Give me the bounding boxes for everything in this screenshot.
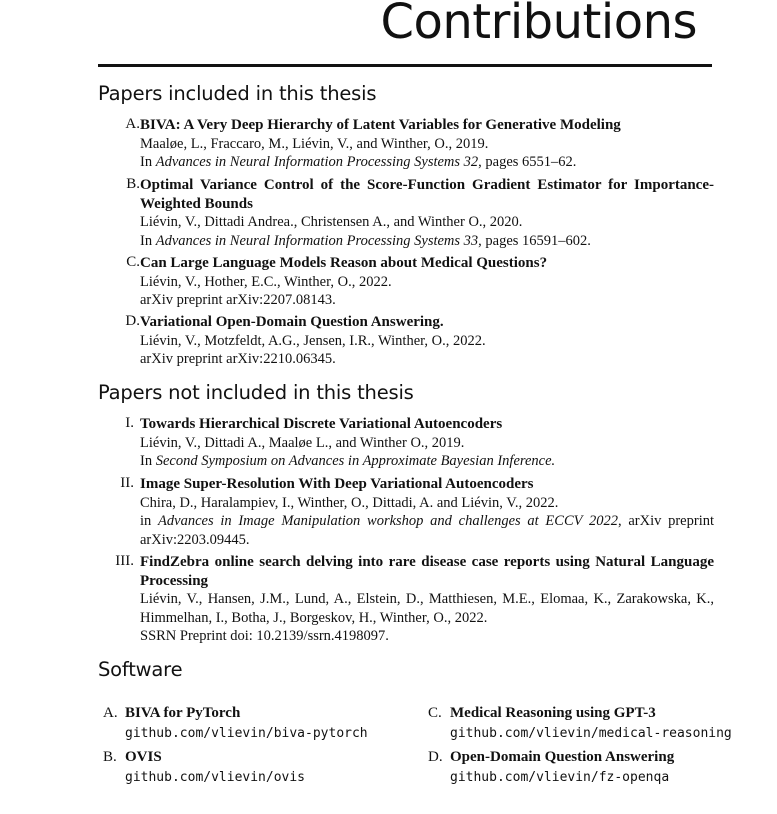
software-label: OVIS <box>125 749 162 765</box>
paper-authors: Liévin, V., Dittadi Andrea., Christensen A., and Winther O., 2020. <box>140 214 523 230</box>
paper-entry-d <box>112 313 714 369</box>
paper-authors: Liévin, V., Hansen, J.M., Lund, A., Elstein, D., Matthiesen, M.E., Elomaa, K., Zarakowska, K., Himmelhan, I., Botha, J., Borgeskov, H., Winther, O., 2022. <box>140 591 714 626</box>
software-link[interactable]: github.com/vlievin/medical-reasoning <box>450 726 732 741</box>
software-marker: C. <box>428 705 442 721</box>
title-rule <box>98 64 712 67</box>
paper-title: BIVA: A Very Deep Hierarchy of Latent Variables for Generative Modeling <box>140 117 621 133</box>
entry-marker: I. <box>125 415 134 431</box>
paper-entry-iii <box>112 553 714 646</box>
entry-marker: III. <box>115 553 134 569</box>
paper-venue: In Advances in Neural Information Processing Systems 32, pages 6551–62. <box>140 154 577 170</box>
paper-entry-b <box>112 176 714 250</box>
chapter-title: Contributions <box>380 0 697 50</box>
paper-title: FindZebra online search delving into rare disease case reports using Natural Language Processing <box>140 554 714 589</box>
section-heading-software: Software <box>98 658 183 681</box>
paper-authors: Chira, D., Haralampiev, I., Winther, O., Dittadi, A. and Liévin, V., 2022. <box>140 494 559 511</box>
software-link[interactable]: github.com/vlievin/biva-pytorch <box>125 726 368 741</box>
paper-title: Optimal Variance Control of the Score-Function Gradient Estimator for Importance-Weighted Bounds <box>140 177 714 212</box>
entry-marker: D. <box>125 313 140 329</box>
entry-marker: B. <box>126 176 140 192</box>
entry-marker: A. <box>125 116 140 132</box>
paper-title: Variational Open-Domain Question Answering. <box>140 314 444 330</box>
paper-venue: In Second Symposium on Advances in Approximate Bayesian Inference. <box>140 453 556 469</box>
paper-entry-ii <box>112 475 714 549</box>
software-marker: A. <box>103 705 118 721</box>
software-link[interactable]: github.com/vlievin/fz-openqa <box>450 770 670 785</box>
paper-venue: arXiv preprint arXiv:2210.06345. <box>140 351 336 367</box>
software-label: BIVA for PyTorch <box>125 705 241 721</box>
software-marker: D. <box>428 749 443 765</box>
paper-authors: Liévin, V., Hother, E.C., Winther, O., 2022. <box>140 273 392 290</box>
paper-authors: Maaløe, L., Fraccaro, M., Liévin, V., and Winther, O., 2019. <box>140 135 489 152</box>
paper-title: Can Large Language Models Reason about Medical Questions? <box>140 255 548 271</box>
software-label: Open-Domain Question Answering <box>450 749 675 765</box>
section-heading-not-included: Papers not included in this thesis <box>98 381 414 404</box>
paper-venue: in Advances in Image Manipulation workshop and challenges at ECCV 2022, arXiv preprint arXiv:2203.09445. <box>140 513 714 548</box>
paper-entry-c <box>112 254 714 310</box>
paper-entry-a <box>112 116 714 172</box>
paper-authors: Liévin, V., Motzfeldt, A.G., Jensen, I.R., Winther, O., 2022. <box>140 332 486 349</box>
software-label: Medical Reasoning using GPT-3 <box>450 705 656 721</box>
software-marker: B. <box>103 749 117 765</box>
software-link[interactable]: github.com/vlievin/ovis <box>125 770 306 785</box>
entry-marker: C. <box>126 254 140 270</box>
paper-venue: In Advances in Neural Information Processing Systems 33, pages 16591–602. <box>140 232 591 249</box>
paper-authors: Liévin, V., Dittadi A., Maaløe L., and Winther O., 2019. <box>140 434 465 451</box>
paper-entry-i <box>112 415 714 471</box>
section-heading-included: Papers included in this thesis <box>98 82 377 105</box>
entry-marker: II. <box>120 475 134 491</box>
paper-title: Image Super-Resolution With Deep Variational Autoencoders <box>140 476 534 492</box>
paper-venue: arXiv preprint arXiv:2207.08143. <box>140 292 336 308</box>
paper-venue: SSRN Preprint doi: 10.2139/ssrn.4198097. <box>140 628 389 644</box>
paper-title: Towards Hierarchical Discrete Variational Autoencoders <box>140 416 503 432</box>
